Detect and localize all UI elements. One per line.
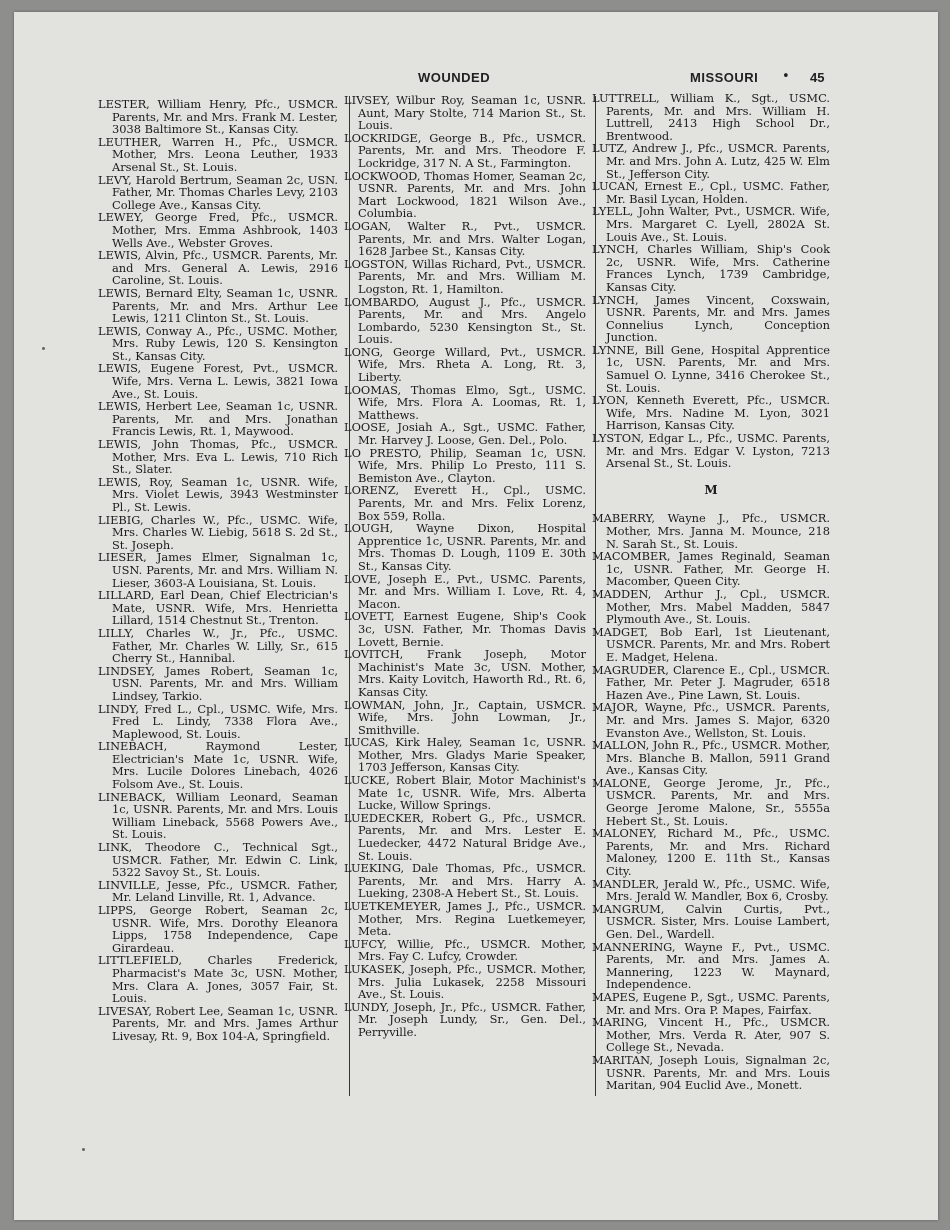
casualty-entry: LYNCH, James Vincent, Coxswain, USNR. Parents, Mr. and Mrs. James Connelius Lynch, Conception Junction. (592, 292, 830, 345)
casualty-entry: MADDEN, Arthur J., Cpl., USMCR. Mother, Mrs. Mabel Madden, 5847 Plymouth Ave., St. Louis. (592, 586, 830, 627)
casualty-entry: LESTER, William Henry, Pfc., USMCR. Parents, Mr. and Mrs. Frank M. Lester, 3038 Baltimore St., Kansas City. (98, 97, 338, 137)
casualty-entry: LOVITCH, Frank Joseph, Motor Machinist's Mate 3c, USN. Mother, Mrs. Kaity Lovitch, Haworth Rd., Rt. 6, Kansas City. (344, 647, 586, 699)
casualty-entry: MAJOR, Wayne, Pfc., USMCR. Parents, Mr. and Mrs. James S. Major, 6320 Evanston Ave., Wellston, St. Louis. (592, 700, 830, 740)
column-1 (98, 98, 338, 1043)
casualty-entry: LYSTON, Edgar L., Pfc., USMC. Parents, Mr. and Mrs. Edgar V. Lyston, 7213 Arsenal St., St. Louis. (592, 431, 830, 471)
casualty-entry: MANDLER, Jerald W., Pfc., USMC. Wife, Mrs. Jerald W. Mandler, Box 6, Crosby. (592, 876, 830, 904)
casualty-entry: MALLON, John R., Pfc., USMCR. Mother, Mrs. Blanche B. Mallon, 5911 Grand Ave., Kansas City. (592, 738, 830, 778)
casualty-entry: MARITAN, Joseph Louis, Signalman 2c, USNR. Parents, Mr. and Mrs. Louis Maritan, 904 Euclid Ave., Monett. (592, 1052, 830, 1093)
casualty-entry: LINDY, Fred L., Cpl., USMC. Wife, Mrs. Fred L. Lindy, 7338 Flora Ave., Maplewood, St. Louis. (98, 701, 338, 741)
section-letter-heading: M (704, 482, 718, 497)
casualty-entry: LIVSEY, Wilbur Roy, Seaman 1c, USNR. Aunt, Mary Stolte, 714 Marion St., St. Louis. (344, 93, 586, 133)
casualty-entry: LOGAN, Walter R., Pvt., USMCR. Parents, Mr. and Mrs. Walter Logan, 1628 Jarbee St., Kansas City. (344, 218, 586, 259)
casualty-entry: MAGRUDER, Clarence E., Cpl., USMCR. Father, Mr. Peter J. Magruder, 6518 Hazen Ave., Pine Lawn, St. Louis. (592, 662, 830, 702)
casualty-entry: LITTLEFIELD, Charles Frederick, Pharmacist's Mate 3c, USN. Mother, Mrs. Clara A. Jones, 3057 Fair, St. Louis. (98, 953, 338, 1006)
casualty-entry: LEVY, Harold Bertrum, Seaman 2c, USN. Father, Mr. Thomas Charles Levy, 2103 College Ave., Kansas City. (98, 172, 338, 212)
casualty-entry: LEUTHER, Warren H., Pfc., USMCR. Mother, Mrs. Leona Leuther, 1933 Arsenal St., St. Louis. (98, 134, 338, 174)
casualty-entry: LIPPS, George Robert, Seaman 2c, USNR. Wife, Mrs. Dorothy Eleanora Lipps, 1758 Independence, Cape Girardeau. (98, 903, 338, 955)
casualty-entry: MABERRY, Wayne J., Pfc., USMCR. Mother, Mrs. Janna M. Mounce, 218 N. Sarah St., St. Louis. (592, 511, 830, 551)
casualty-entry: LOGSTON, Willas Richard, Pvt., USMCR. Parents, Mr. and Mrs. William M. Logston, Rt. 1, Hamilton. (344, 256, 586, 296)
section-title: WOUNDED (418, 70, 491, 85)
casualty-entry: LYELL, John Walter, Pvt., USMCR. Wife, Mrs. Margaret C. Lyell, 2802A St. Louis Ave., St. Louis. (592, 204, 830, 244)
page-number: 45 (810, 70, 825, 85)
paper-speck (42, 347, 45, 350)
casualty-entry: LEWIS, Herbert Lee, Seaman 1c, USNR. Parents, Mr. and Mrs. Jonathan Francis Lewis, Rt. 1, Maywood. (98, 399, 338, 439)
column-3-entries-m (592, 512, 830, 1091)
casualty-entry: LUTTRELL, William K., Sgt., USMC. Parents, Mr. and Mrs. William H. Luttrell, 2413 High School Dr., Brentwood. (592, 91, 830, 143)
casualty-entry: LEWIS, Bernard Elty, Seaman 1c, USNR. Parents, Mr. and Mrs. Arthur Lee Lewis, 1211 Clinton St., St. Louis. (98, 285, 338, 326)
casualty-entry: LILLY, Charles W., Jr., Pfc., USMC. Father, Mr. Charles W. Lilly, Sr., 615 Cherry St., Hannibal. (98, 625, 338, 666)
casualty-entry: LINDSEY, James Robert, Seaman 1c, USN. Parents, Mr. and Mrs. William Lindsey, Tarkio. (98, 663, 338, 703)
casualty-entry: LUCAN, Ernest E., Cpl., USMC. Father, Mr. Basil Lycan, Holden. (592, 179, 830, 206)
casualty-entry: MACOMBER, James Reginald, Seaman 1c, USNR. Father, Mr. George H. Macomber, Queen City. (592, 549, 830, 589)
column-3-entries-l (592, 92, 830, 470)
casualty-entry: LINVILLE, Jesse, Pfc., USMCR. Father, Mr. Leland Linville, Rt. 1, Advance. (98, 877, 338, 905)
casualty-entry: MALONE, George Jerome, Jr., Pfc., USMCR. Parents, Mr. and Mrs. George Jerome Malone, Sr., 5555a Hebert St., St. Louis. (592, 775, 830, 828)
casualty-entry: LUCAS, Kirk Haley, Seaman 1c, USNR. Mother, Mrs. Gladys Marie Speaker, 1703 Jefferson, Kansas City. (344, 735, 586, 775)
casualty-entry: LO PRESTO, Philip, Seaman 1c, USN. Wife, Mrs. Philip Lo Presto, 111 S. Bemiston Ave., Clayton. (344, 445, 586, 485)
casualty-entry: LEWIS, John Thomas, Pfc., USMCR. Mother, Mrs. Eva L. Lewis, 710 Rich St., Slater. (98, 437, 338, 477)
casualty-entry: LUETKEMEYER, James J., Pfc., USMCR. Mother, Mrs. Regina Luetkemeyer, Meta. (344, 899, 586, 939)
casualty-entry: MARING, Vincent H., Pfc., USMCR. Mother, Mrs. Verda R. Ater, 907 S. College St., Nevada. (592, 1015, 830, 1055)
casualty-entry: LOOSE, Josiah A., Sgt., USMC. Father, Mr. Harvey J. Loose, Gen. Del., Polo. (344, 420, 586, 448)
casualty-entry: LEWEY, George Fred, Pfc., USMCR. Mother, Mrs. Emma Ashbrook, 1403 Wells Ave., Webster Groves. (98, 210, 338, 250)
casualty-entry: LONG, George Willard, Pvt., USMCR. Wife, Mrs. Rheta A. Long, Rt. 3, Liberty. (344, 344, 586, 385)
state-name: MISSOURI (690, 70, 759, 85)
casualty-entry: MANNERING, Wayne F., Pvt., USMC. Parents, Mr. and Mrs. James A. Mannering, 1223 W. Maynard, Independence. (592, 939, 830, 992)
casualty-entry: MAPES, Eugene P., Sgt., USMC. Parents, Mr. and Mrs. Ora P. Mapes, Fairfax. (592, 989, 830, 1017)
casualty-entry: LEWIS, Roy, Seaman 1c, USNR. Wife, Mrs. Violet Lewis, 3943 Westminster Pl., St. Lewis. (98, 474, 338, 514)
casualty-entry: LOVE, Joseph E., Pvt., USMC. Parents, Mr. and Mrs. William I. Love, Rt. 4, Macon. (344, 571, 586, 611)
casualty-entry: LOVETT, Earnest Eugene, Ship's Cook 3c, USN. Father, Mr. Thomas Davis Lovett, Bernie. (344, 609, 586, 649)
casualty-entry: LUKASEK, Joseph, Pfc., USMCR. Mother, Mrs. Julia Lukasek, 2258 Missouri Ave., St. Louis. (344, 961, 586, 1002)
casualty-entry: LUCKE, Robert Blair, Motor Machinist's Mate 1c, USNR. Wife, Mrs. Alberta Lucke, Willow Springs. (344, 773, 586, 813)
bullet-separator: • (782, 69, 790, 84)
casualty-entry: LEWIS, Alvin, Pfc., USMCR. Parents, Mr. and Mrs. General A. Lewis, 2916 Caroline, St. Louis. (98, 248, 338, 288)
casualty-entry: LINEBACK, William Leonard, Seaman 1c, USNR. Parents, Mr. and Mrs. Louis William Lineback, 5568 Powers Ave., St. Louis. (98, 789, 338, 842)
casualty-entry: LYNCH, Charles William, Ship's Cook 2c, USNR. Wife, Mrs. Catherine Frances Lynch, 1739 Cambridge, Kansas City. (592, 242, 830, 294)
casualty-entry: MADGET, Bob Earl, 1st Lieutenant, USMCR. Parents, Mr. and Mrs. Robert E. Madget, Helena. (592, 624, 830, 664)
casualty-entry: LOCKWOOD, Thomas Homer, Seaman 2c, USNR. Parents, Mr. and Mrs. John Mart Lockwood, 1821 Wilson Ave., Columbia. (344, 168, 586, 221)
column-3 (592, 92, 830, 1092)
casualty-entry: LINK, Theodore C., Technical Sgt., USMCR. Father, Mr. Edwin C. Link, 5322 Savoy St., St. Louis. (98, 840, 338, 880)
casualty-entry: LINEBACH, Raymond Lester, Electrician's Mate 1c, USNR. Wife, Mrs. Lucile Dolores Linebach, 4026 Folsom Ave., St. Louis. (98, 739, 338, 792)
column-2 (344, 94, 586, 1039)
casualty-entry: MALONEY, Richard M., Pfc., USMC. Parents, Mr. and Mrs. Richard Maloney, 1200 E. 11th St., Kansas City. (592, 826, 830, 879)
casualty-entry: LOWMAN, John, Jr., Captain, USMCR. Wife, Mrs. John Lowman, Jr., Smithville. (344, 697, 586, 737)
casualty-entry: LIESER, James Elmer, Signalman 1c, USN. Parents, Mr. and Mrs. William N. Lieser, 3603-A Louisiana, St. Louis. (98, 550, 338, 590)
casualty-entry: LEWIS, Eugene Forest, Pvt., USMCR. Wife, Mrs. Verna L. Lewis, 3821 Iowa Ave., St. Louis. (98, 361, 338, 401)
casualty-entry: LORENZ, Everett H., Cpl., USMC. Parents, Mr. and Mrs. Felix Lorenz, Box 559, Rolla. (344, 483, 586, 523)
casualty-entry: LOUGH, Wayne Dixon, Hospital Apprentice 1c, USNR. Parents, Mr. and Mrs. Thomas D. Lough, 1109 E. 30th St., Kansas City. (344, 521, 586, 573)
paper-speck (82, 1148, 85, 1151)
casualty-entry: LOCKRIDGE, George B., Pfc., USMCR. Parents, Mr. and Mrs. Theodore F. Lockridge, 317 N. A St., Farmington. (344, 130, 586, 170)
casualty-entry: MANGRUM, Calvin Curtis, Pvt., USMCR. Sister, Mrs. Louise Lambert, Gen. Del., Wardell. (592, 901, 830, 941)
casualty-entry: LUTZ, Andrew J., Pfc., USMCR. Parents, Mr. and Mrs. John A. Lutz, 425 W. Elm St., Jefferson City. (592, 141, 830, 181)
casualty-entry: LUNDY, Joseph, Jr., Pfc., USMCR. Father, Mr. Joseph Lundy, Sr., Gen. Del., Perryville. (344, 999, 586, 1039)
document-page (14, 12, 938, 1220)
casualty-entry: LIVESAY, Robert Lee, Seaman 1c, USNR. Parents, Mr. and Mrs. James Arthur Livesay, Rt. 9, Box 104-A, Springfield. (98, 1003, 338, 1043)
casualty-entry: LIEBIG, Charles W., Pfc., USMC. Wife, Mrs. Charles W. Liebig, 5618 S. 2d St., St. Joseph. (98, 512, 338, 552)
casualty-entry: LOMBARDO, August J., Pfc., USMCR. Parents, Mr. and Mrs. Angelo Lombardo, 5230 Kensington St., St. Louis. (344, 294, 586, 347)
casualty-entry: LYNNE, Bill Gene, Hospital Apprentice 1c, USN. Parents, Mr. and Mrs. Samuel O. Lynne, 3416 Cherokee St., St. Louis. (592, 342, 830, 395)
casualty-entry: LEWIS, Conway A., Pfc., USMC. Mother, Mrs. Ruby Lewis, 120 S. Kensington St., Kansas City. (98, 323, 338, 363)
casualty-entry: LUEDECKER, Robert G., Pfc., USMCR. Parents, Mr. and Mrs. Lester E. Luedecker, 4472 Natural Bridge Ave., St. Louis. (344, 810, 586, 863)
casualty-entry: LOOMAS, Thomas Elmo, Sgt., USMC. Wife, Mrs. Flora A. Loomas, Rt. 1, Matthews. (344, 382, 586, 422)
casualty-entry: LYON, Kenneth Everett, Pfc., USMCR. Wife, Mrs. Nadine M. Lyon, 3021 Harrison, Kansas City. (592, 393, 830, 433)
casualty-entry: LUEKING, Dale Thomas, Pfc., USMCR. Parents, Mr. and Mrs. Harry A. Lueking, 2308-A Hebert St., St. Louis. (344, 861, 586, 901)
casualty-entry: LILLARD, Earl Dean, Chief Electrician's Mate, USNR. Wife, Mrs. Henrietta Lillard, 1514 Chestnut St., Trenton. (98, 588, 338, 628)
casualty-entry: LUFCY, Willie, Pfc., USMCR. Mother, Mrs. Fay C. Lufcy, Crowder. (344, 936, 586, 964)
